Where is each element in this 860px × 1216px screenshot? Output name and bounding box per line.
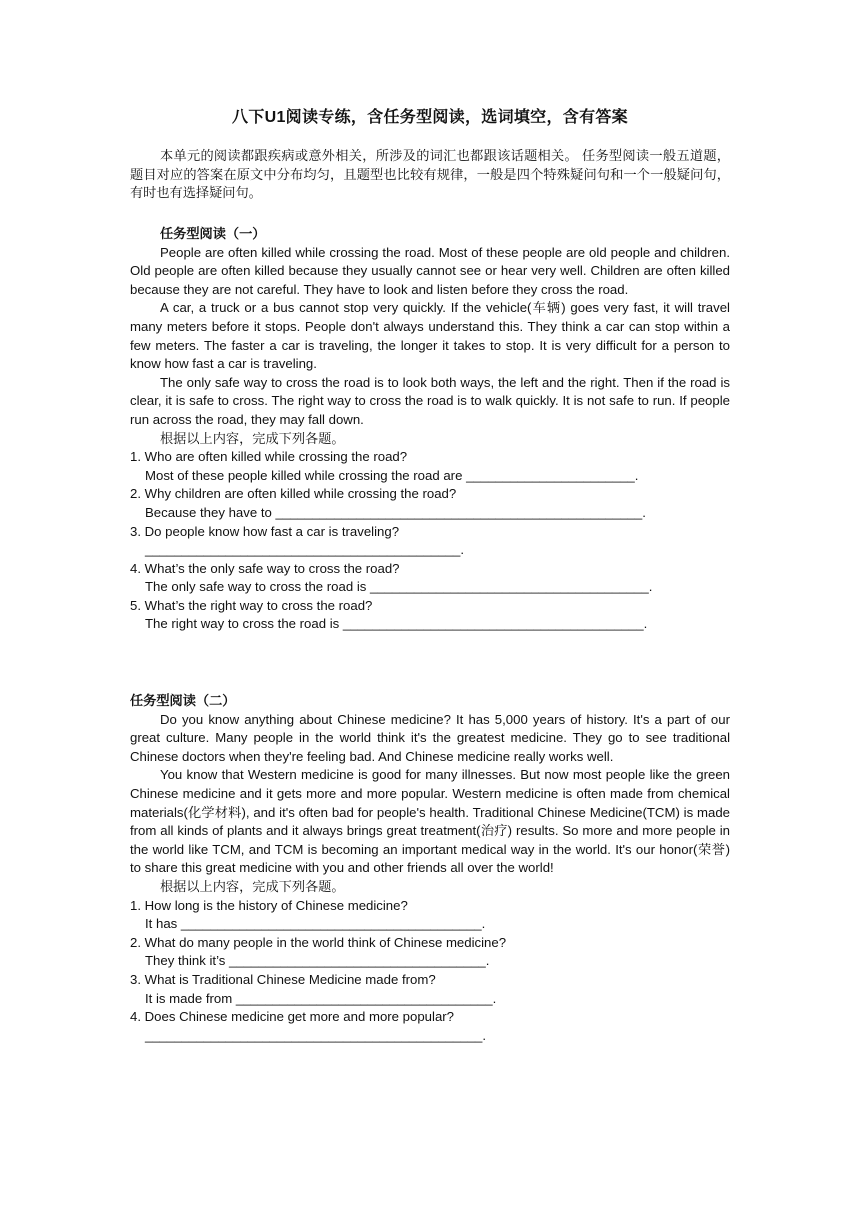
question-text: 2. Why children are often killed while crossing the road?	[130, 486, 457, 502]
question-text: 5. What’s the right way to cross the road?	[130, 597, 373, 613]
question-text: 3. Do people know how fast a car is traveling?	[130, 523, 400, 539]
section-1-heading: 任务型阅读（一）	[160, 226, 266, 241]
intro-block	[130, 147, 730, 203]
question-text: 1. Who are often killed while crossing the road?	[130, 449, 408, 465]
section-1-instruction: 根据以上内容，完成下列各题。	[160, 430, 345, 446]
question-text: 1. How long is the history of Chinese medicine?	[130, 897, 408, 913]
section-2-instruction: 根据以上内容，完成下列各题。	[160, 878, 345, 894]
section-1-paragraph: People are often killed while crossing the road. Most of these people are old people and children. Old people are often killed because they usually cannot see or hear very well. Children are often killed because they are not careful. They have to look and listen before they cross the road.	[130, 244, 730, 297]
answer-blank: ______________________________________________.	[145, 1027, 487, 1043]
section-2-paragraph: Do you know anything about Chinese medicine? It has 5,000 years of history. It's a part of our great culture. Many people in the world think it's the greatest medicine. They go to see traditional Chinese doctors when they're feeling bad. And Chinese medicine really works well.	[130, 711, 730, 764]
section-1-paragraph: A car, a truck or a bus cannot stop very quickly. If the vehicle(车辆) goes very fast, it will travel many meters before it stops. People don't always understand this. They think a car can stop within a few meters. The faster a car is traveling, the longer it takes to stop. It is very difficult for a person to know how fast a car is traveling.	[130, 300, 730, 372]
question-text: 4. What’s the only safe way to cross the road?	[130, 560, 400, 576]
answer-blank: ___________________________________________.	[145, 542, 465, 558]
answer-blank: It is made from ___________________________________.	[145, 990, 497, 1006]
answer-blank: The right way to cross the road is _________________________________________.	[145, 616, 648, 632]
answer-blank: Because they have to __________________________________________________.	[145, 504, 646, 520]
answer-blank: They think it’s ___________________________________.	[145, 953, 490, 969]
section-1	[130, 225, 730, 634]
section-2	[130, 692, 730, 1045]
section-2-paragraph: You know that Western medicine is good for many illnesses. But now most people like the green Chinese medicine and it gets more and more popular. Western medicine is often made from chemical materials(化学材料), and it's often bad for people's health. Traditional Chinese Medicine(TCM) is made from all kinds of plants and it always brings great treatment(治疗) results. So more and more people in the world like TCM, and TCM is becoming an important medical way in the world. It's our honor(荣誉) to share this great medicine with you and other friends all over the world!	[130, 767, 730, 876]
question-text: 3. What is Traditional Chinese Medicine made from?	[130, 971, 436, 987]
intro-paragraph: 本单元的阅读都跟疾病或意外相关，所涉及的词汇也都跟该话题相关。 任务型阅读一般五道题，题目对应的答案在原文中分布均匀，且题型也比较有规律，一般是四个特殊疑问句和一个一般疑问句，有时也有选择疑问句。	[130, 148, 730, 201]
section-2-heading: 任务型阅读（二）	[130, 693, 236, 708]
answer-blank: The only safe way to cross the road is ______________________________________.	[145, 579, 653, 595]
answer-blank: Most of these people killed while crossing the road are _______________________.	[145, 467, 639, 483]
page-title: 八下U1阅读专练，含任务型阅读，选词填空，含有答案	[232, 109, 628, 126]
answer-blank: It has _________________________________________.	[145, 916, 486, 932]
question-text: 2. What do many people in the world think of Chinese medicine?	[130, 934, 507, 950]
question-text: 4. Does Chinese medicine get more and more popular?	[130, 1009, 455, 1025]
section-1-paragraph: The only safe way to cross the road is to look both ways, the left and the right. Then if the road is clear, it is safe to cross. The right way to cross the road is to walk quickly. It is not safe to run. If people run across the road, they may fall down.	[130, 374, 730, 427]
